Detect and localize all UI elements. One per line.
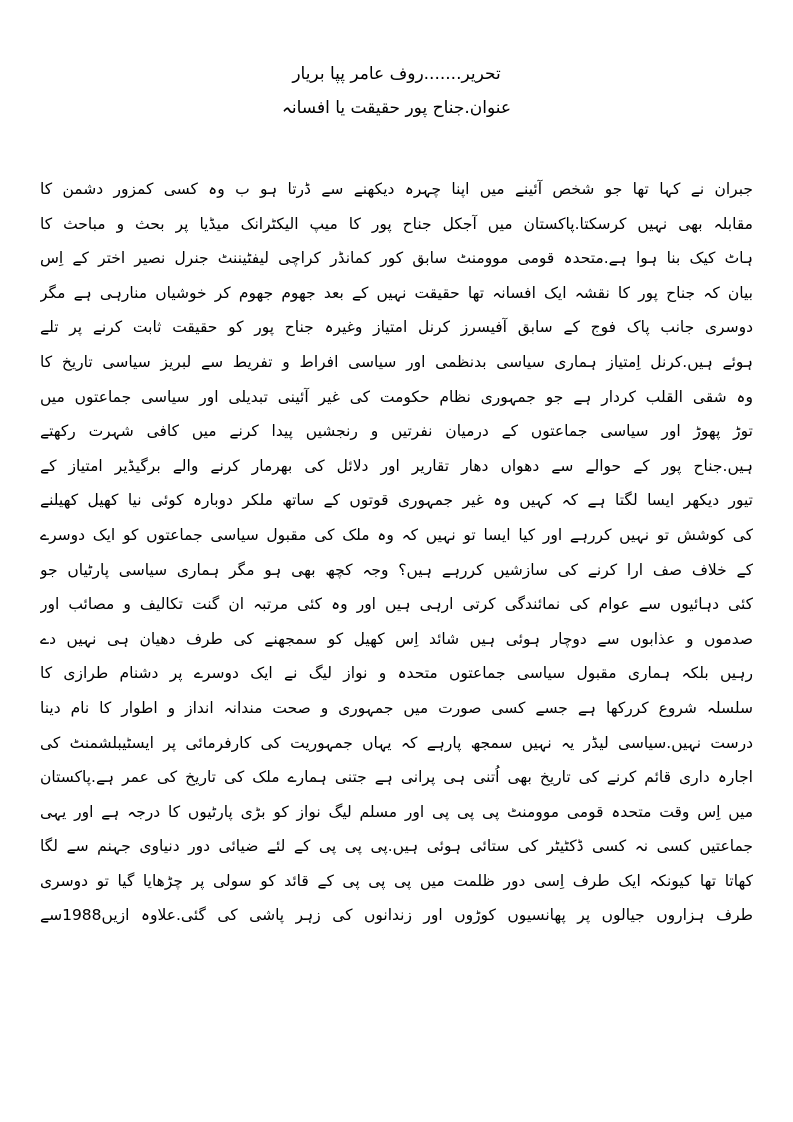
body-line: کی کوشش تو نہیں کررہے اور کیا ایسا تو نہیں کہ وہ ملک کی مقبول سیاسی جماعتوں کو ایک دوسرے	[40, 525, 753, 544]
body-line: صدموں و عذابوں سے دوچار ہوئی ہیں شائد اِس کھیل کو سمجھنے کی طرف دھیان ہی نہیں دے	[40, 629, 753, 648]
body-line: درست نہیں.سیاسی لیڈر یہ نہیں سمجھ پارہے کہ یہاں جمہوریت کی کارفرمائی پر ایسٹیبلشمنٹ کی	[40, 733, 753, 752]
body-line: ہوئے ہیں.کرنل اِمتیاز ہماری سیاسی بدنظمی اور سیاسی افراط و تفریط سے لبریز سیاسی تاریخ کا	[40, 352, 753, 371]
body-line: اجارہ داری قائم کرنے کی تاریخ بھی اُتنی ہی پرانی ہے جتنی ہمارے ملک کی تاریخ کی عمر ہے.پاکستان	[40, 768, 753, 787]
body-line: جماعتیں کسی نہ کسی ڈکٹیٹر کی ستائی ہوئی ہیں.پی پی پی کے لئے ضیائی دور دنیاوی جہنم سے لگا	[40, 837, 753, 856]
body-line: ہاٹ کیک بنا ہوا ہے.متحدہ قومی موومنٹ سابق کور کمانڈر کراچی لیفٹیننٹ جنرل نصیر اختر کے اِس	[40, 249, 753, 268]
article-body	[40, 172, 753, 933]
body-line: رہیں بلکہ ہماری مقبول سیاسی جماعتوں متحدہ و نواز لیگ نے ایک دوسرے پر دشنام طرازی کا	[40, 664, 753, 683]
body-line: طرف ہزاروں جیالوں پر پھانسیوں کوڑوں اور زندانوں کی زہر پاشی کی گئی.علاوہ ازیں1988سے	[40, 906, 753, 925]
body-line: ہیں.جناح پور کے حوالے سے دھواں دھار تقاریر اور دلائل کی بھرمار کرنے والے برگیڈیر امتیاز کے	[40, 456, 753, 475]
body-line: جبران نے کہا تھا جو شخص آئینے میں اپنا چہرہ دیکھنے سے ڈرتا ہو ب وہ کسی کمزور دشمن کا	[40, 180, 753, 198]
body-line: توڑ پھوڑ اور سیاسی جماعتوں کے درمیان نفرتیں و رنجشیں پیدا کرنے میں کافی شہرت رکھتے	[40, 422, 753, 441]
body-line: تیور دیکھر ایسا لگتا ہے کہ کہیں وہ غیر جمہوری قوتوں کے ساتھ ملکر دوبارہ کوئی نیا کھیل کھیلنے	[40, 491, 753, 510]
body-line: دوسری جانب پاک فوج کے سابق آفیسرز کرنل امتیاز وغیرہ جناح پور کو حقیقت ثابت کرنے پر تلے	[40, 318, 753, 337]
body-line: سلسلہ شروع کررکھا ہے جسے کسی صورت میں جمہوری و صحت مندانہ انداز و اطوار کا نام دینا	[40, 698, 753, 717]
body-line: وہ شقی القلب کردار ہے جو جمہوری نظام حکومت کی غیر آئینی تبدیلی اور سیاسی جماعتوں میں	[40, 387, 753, 406]
article-title: عنوان.جناح پور حقیقت یا افسانہ	[281, 98, 512, 118]
body-line: میں اِس وقت متحدہ قومی موومنٹ پی پی پی اور مسلم لیگ نواز کو بڑی پارٹیوں کا درجہ ہے اور یہی	[40, 802, 753, 821]
body-line: کئی دہائیوں سے عوام کی نمائندگی کرتی ارہی ہیں اور وہ کئی مرتبہ ان گنت تکالیف و مصائب اور	[40, 595, 753, 614]
body-line: کے خلاف صف ارا کرنے کی سازشیں کررہے ہیں؟ وجہ کچھ بھی ہو مگر ہماری سیاسی پارٹیاں جو	[40, 560, 753, 579]
body-line: مقابلہ بھی نہیں کرسکتا.پاکستان میں آجکل جناح پور کا میپ الیکٹرانک میڈیا پر بحث و مباحث کا	[40, 214, 753, 233]
author-line: تحریر.......روف عامر پپا بریار	[292, 64, 501, 84]
body-line: کھاتا تھا کیونکہ ایک طرف اِسی دور ظلمت میں پی پی پی کے قائد کو سولی پر چڑھایا گیا تو دوسری	[40, 871, 753, 890]
body-line: بیان کہ جناح پور کا نقشہ ایک افسانہ تھا حقیقت نہیں کے بعد جھوم جھوم کر خوشیاں منارہی ہے مگر	[40, 283, 753, 302]
